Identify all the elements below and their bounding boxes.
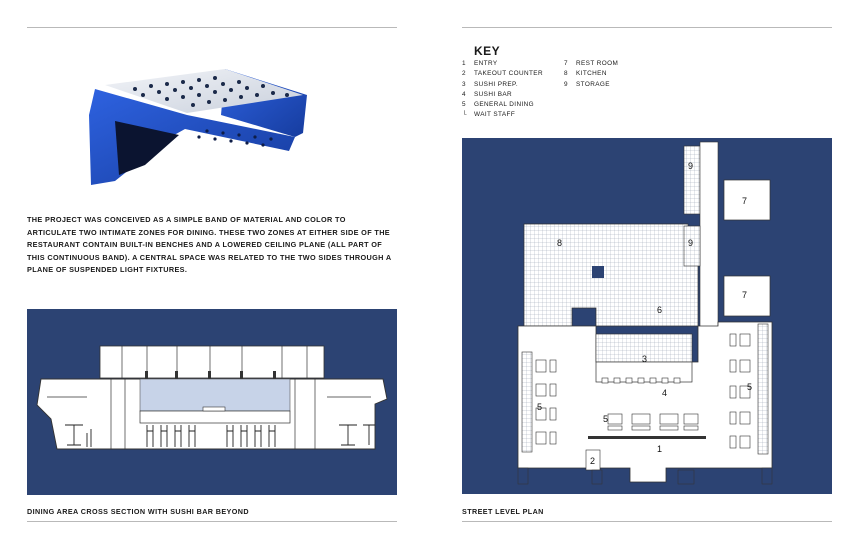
- key-column-2: [564, 59, 618, 90]
- label-restroom-mid: 7: [742, 290, 748, 300]
- label-sushi-prep: 3: [642, 354, 648, 364]
- street-level-plan-drawing: [462, 138, 832, 494]
- section-caption: DINING AREA CROSS SECTION WITH SUSHI BAR BEYOND: [27, 507, 249, 516]
- label-kitchen: 8: [557, 238, 563, 248]
- label-takeout: 2: [590, 456, 596, 466]
- right-bench: [758, 324, 768, 454]
- key-title: KEY: [474, 44, 501, 58]
- dining-cross-section-drawing: [27, 309, 397, 495]
- fixture-line: [588, 436, 706, 439]
- label-restroom-top: 7: [742, 196, 748, 206]
- key-item: 5 GENERAL DINING: [462, 101, 535, 109]
- key-item: └ WAIT STAFF: [462, 111, 516, 119]
- label-dining-center: 5: [603, 414, 609, 424]
- key-item: 3 SUSHI PREP.: [462, 80, 519, 88]
- label-entry: 1: [657, 444, 663, 454]
- plan-caption: STREET LEVEL PLAN: [462, 507, 544, 516]
- key-item: 8 KITCHEN: [564, 70, 607, 78]
- key-item: 9 STORAGE: [564, 80, 610, 88]
- top-rule-right: [462, 27, 832, 28]
- kitchen-column: [592, 266, 604, 278]
- label-storage-top: 9: [688, 161, 694, 171]
- bottom-rule-left: [27, 521, 397, 522]
- key-item: 2 TAKEOUT COUNTER: [462, 70, 543, 78]
- key-item: 4 SUSHI BAR: [462, 90, 513, 98]
- sushi-bar-zone: [140, 379, 290, 411]
- key-item: 1 ENTRY: [462, 60, 498, 67]
- label-dining-left: 5: [537, 402, 543, 412]
- bottom-rule-right: [462, 521, 832, 522]
- label-sushi-bar: 4: [662, 388, 668, 398]
- project-description: THE PROJECT WAS CONCEIVED AS A SIMPLE BAND OF MATERIAL AND COLOR TO ARTICULATE TWO INTIMATE ZONES FOR DINING. THESE TWO ZONES AT EITHER SIDE OF THE RESTAURANT CONTAIN BUILT-IN BENCHES AND A LOWERED CEILING PLANE (ALL PART OF THIS CONTINUOUS BAND). A CENTRAL SPACE WAS RELATED TO THE TWO SIDES THROUGH A PLANE OF SUSPENDED LIGHT FIXTURES.: [27, 215, 392, 275]
- kitchen-area: [524, 224, 698, 326]
- top-rule-left: [27, 27, 397, 28]
- key-item: 7 REST ROOM: [564, 60, 619, 67]
- label-storage-mid: 9: [688, 238, 694, 248]
- left-bench: [522, 352, 532, 452]
- label-wait-staff: 6: [657, 305, 663, 315]
- key-column-1: [462, 59, 543, 121]
- storage-top: [684, 146, 700, 214]
- label-dining-right: 5: [747, 382, 753, 392]
- band-model-rendering: [75, 55, 315, 195]
